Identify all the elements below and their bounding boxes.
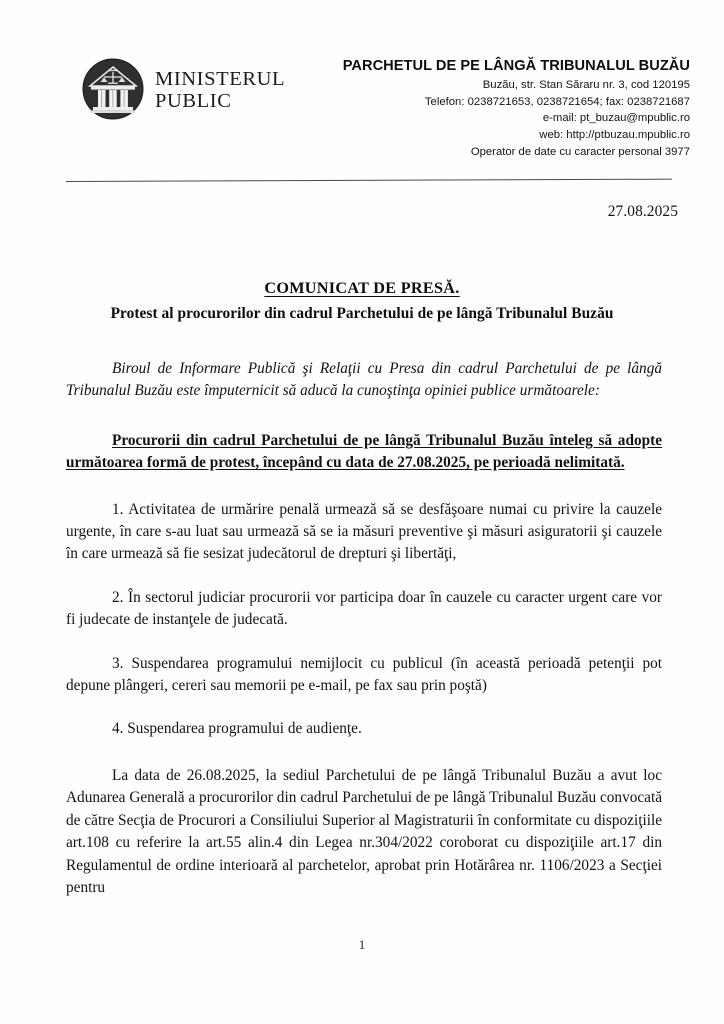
justice-temple-emblem-icon bbox=[82, 58, 144, 120]
agency-contact-block bbox=[289, 58, 724, 161]
closing-paragraph: La data de 26.08.2025, la sediul Parchetului de pe lângă Tribunalul Buzău a avut loc Adunarea Generală a procurorilor din cadrul Parchetului de pe lângă Tribunalul Buzău convocată de către Secţia de Procurori a Consiliului Superior al Magistraturii în conformitate cu dispoziţiile art.108 cu referire la art.55 alin.4 din Legea nr.304/2022 coroborat cu dispoziţiile art.17 din Regulamentul de ordine interioară al parchetelor, aprobat prin Hotărârea nr. 1106/2023 a Secţiei pentru bbox=[66, 766, 662, 896]
header-divider bbox=[66, 179, 672, 182]
document-body bbox=[66, 358, 662, 899]
page-number: 1 bbox=[358, 938, 366, 952]
page-subtitle: Protest al procurorilor din cadrul Parchetului de pe lângă Tribunalul Buzău bbox=[110, 305, 614, 322]
intro-paragraph: Biroul de Informare Publică şi Relaţii cu Presa din cadrul Parchetului de pe lângă Tribunalul Buzău este împuternicit să aducă la cunoştinţa opiniei publice următoarele: bbox=[66, 360, 662, 400]
ministry-name-line-2: PUBLIC bbox=[155, 90, 232, 112]
ministry-name bbox=[155, 66, 285, 112]
protest-item-2: 2. În sectorul judiciar procurorii vor participa doar în cauzele cu caracter urgent care vor fi judecate de instanţele de judecată. bbox=[66, 588, 662, 629]
emphasis-paragraph: Procurorii din cadrul Parchetului de pe lângă Tribunalul Buzău înteleg să adopte următoarea formă de protest, începând cu data de 27.08.2025, pe perioadă nelimitată. bbox=[66, 431, 662, 472]
agency-data-operator: Operator de date cu caracter personal 3977 bbox=[470, 145, 690, 158]
agency-web: web: http://ptbuzau.mpublic.ro bbox=[539, 129, 690, 142]
page-title: COMUNICAT DE PRESĂ. bbox=[264, 279, 460, 297]
document-date: 27.08.2025 bbox=[607, 203, 678, 220]
agency-address: Buzău, str. Stan Săraru nr. 3, cod 120195 bbox=[482, 79, 690, 91]
protest-item-4: 4. Suspendarea programului de audienţe. bbox=[112, 720, 362, 738]
letterhead bbox=[0, 58, 724, 161]
agency-name: PARCHETUL DE PE LÂNGĂ TRIBUNALUL BUZĂU bbox=[342, 58, 690, 74]
ministry-brand bbox=[82, 58, 285, 120]
protest-item-3: 3. Suspendarea programului nemijlocit cu publicul (în această perioadă petenţii pot depune plângeri, cereri sau memorii pe e-mail, pe fax sau prin poştă) bbox=[66, 654, 662, 695]
agency-email: e-mail: pt_buzau@mpublic.ro bbox=[542, 112, 690, 125]
ministry-name-line-1: MINISTERUL bbox=[155, 67, 286, 90]
protest-item-1: 1. Activitatea de urmărire penală urmează să se desfăşoare numai cu privire la cauzele urgente, în care s-au luat sau urmează să se ia măsuri preventive şi măsuri asiguratorii şi cauzele în care urmează să fie sesizat judecătorul de drepturi şi libertăţi, bbox=[66, 500, 662, 563]
title-block bbox=[0, 279, 724, 323]
agency-phone: Telefon: 0238721653, 0238721654; fax: 0238721687 bbox=[424, 95, 690, 108]
